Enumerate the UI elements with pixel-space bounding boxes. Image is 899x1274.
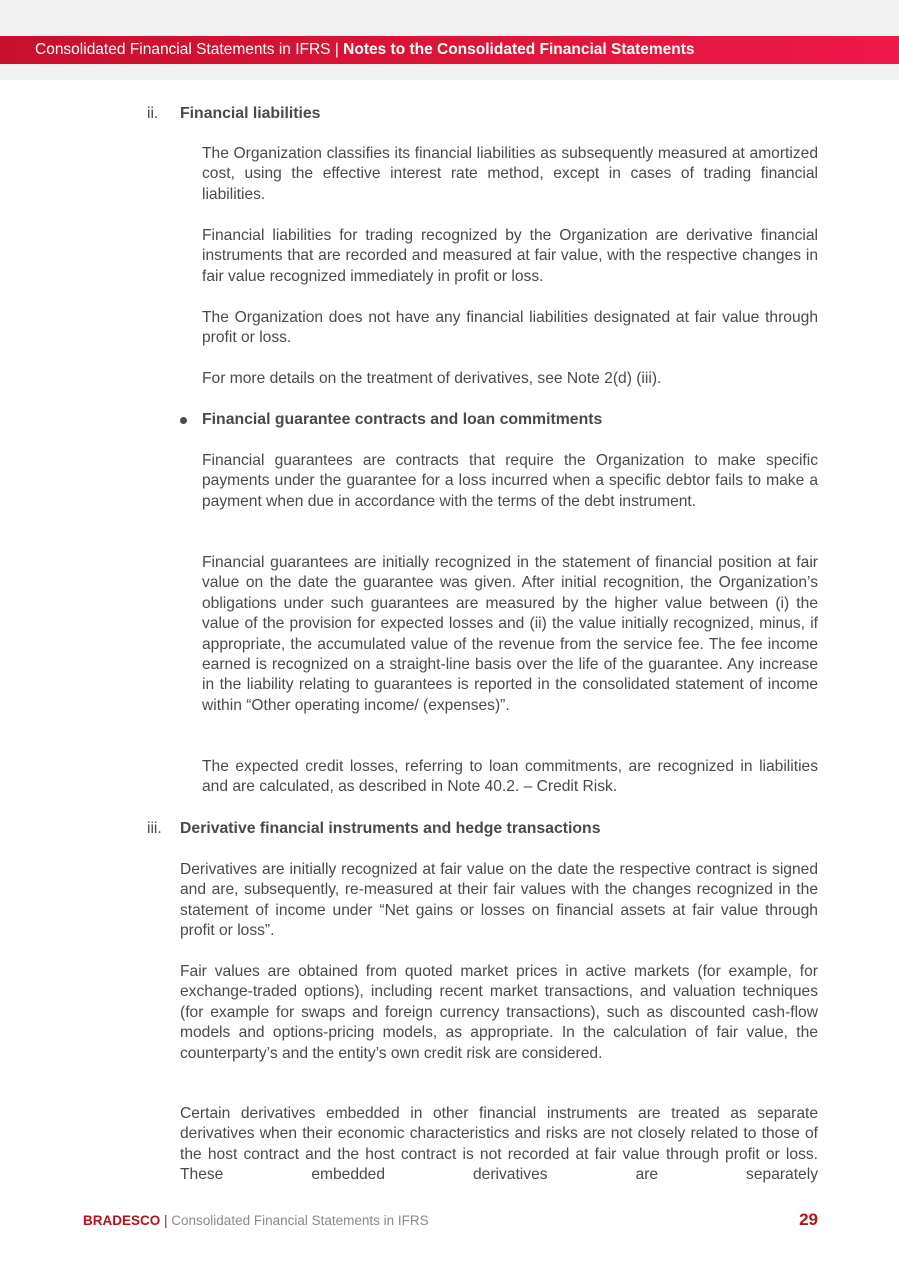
- paragraph: Fair values are obtained from quoted market prices in active markets (for example, for exchange-traded options), including recent market transactions, and valuation techniques (for example for swaps and foreign currency transactions), such as discounted cash-flow models and options-pricing models, as appropriate. In the calculation of fair value, the counterparty’s and the entity’s own credit risk are considered.: [180, 963, 818, 1062]
- header-section-title: Notes to the Consolidated Financial Statements: [343, 41, 695, 58]
- paragraph: Financial guarantees are contracts that require the Organization to make specific payments under the guarantee for a loss incurred when a specific debtor fails to make a payment when due in accordance with the terms of the debt instrument.: [202, 452, 818, 510]
- section-heading-financial-liabilities: Financial liabilities: [180, 105, 321, 122]
- section-heading-derivatives: Derivative financial instruments and hedge transactions: [180, 820, 601, 837]
- paragraph: The Organization classifies its financial liabilities as subsequently measured at amortized cost, using the effective interest rate method, except in cases of trading financial liabilities.: [202, 145, 818, 203]
- section-marker-iii: iii.: [147, 820, 162, 837]
- page-number: 29: [799, 1210, 818, 1229]
- section-marker-ii: ii.: [147, 105, 159, 122]
- paragraph: For more details on the treatment of derivatives, see Note 2(d) (iii).: [202, 370, 662, 387]
- bullet-heading-guarantees: Financial guarantee contracts and loan commitments: [202, 411, 603, 428]
- paragraph: Financial guarantees are initially recognized in the statement of financial position at fair value on the date the guarantee was given. After initial recognition, the Organization’s obligations under such guarantees are measured by the higher value between (i) the value of the provision for expected losses and (ii) the value initially recognized, minus, if appropriate, the accumulated value of the revenue from the service fee. The fee income earned is recognized on a straight-line basis over the life of the guarantee. Any increase in the liability relating to guarantees is reported in the consolidated statement of income within “Other operating income/ (expenses)”.: [202, 554, 818, 714]
- paragraph: The Organization does not have any financial liabilities designated at fair value through profit or loss.: [202, 309, 818, 347]
- header-doc-title: Consolidated Financial Statements in IFRS: [35, 41, 331, 58]
- header-text: [35, 36, 695, 64]
- footer-separator: |: [160, 1213, 172, 1228]
- paragraph: Financial liabilities for trading recognized by the Organization are derivative financial instruments that are recorded and measured at fair value, with the respective changes in fair value recognized immediately in profit or loss.: [202, 227, 818, 285]
- header-separator: |: [330, 41, 344, 58]
- paragraph: The expected credit losses, referring to loan commitments, are recognized in liabilities and are calculated, as described in Note 40.2. – Credit Risk.: [202, 758, 818, 796]
- footer-brand: BRADESCO: [83, 1213, 161, 1228]
- paragraph: Certain derivatives embedded in other financial instruments are treated as separate derivatives when their economic characteristics and risks are not closely related to those of the host contract and the host contract is not recorded at fair value through profit or loss. These embedded derivatives are separately: [180, 1105, 818, 1184]
- footer-doc-title: Consolidated Financial Statements in IFRS: [171, 1213, 429, 1228]
- paragraph: Derivatives are initially recognized at fair value on the date the respective contract is signed and are, subsequently, re-measured at their fair values with the changes recognized in the statement of income under “Net gains or losses on financial assets at fair value through profit or loss”.: [180, 861, 818, 940]
- header-bar: [0, 36, 899, 64]
- footer: [83, 1212, 429, 1230]
- bullet-icon: [180, 417, 187, 424]
